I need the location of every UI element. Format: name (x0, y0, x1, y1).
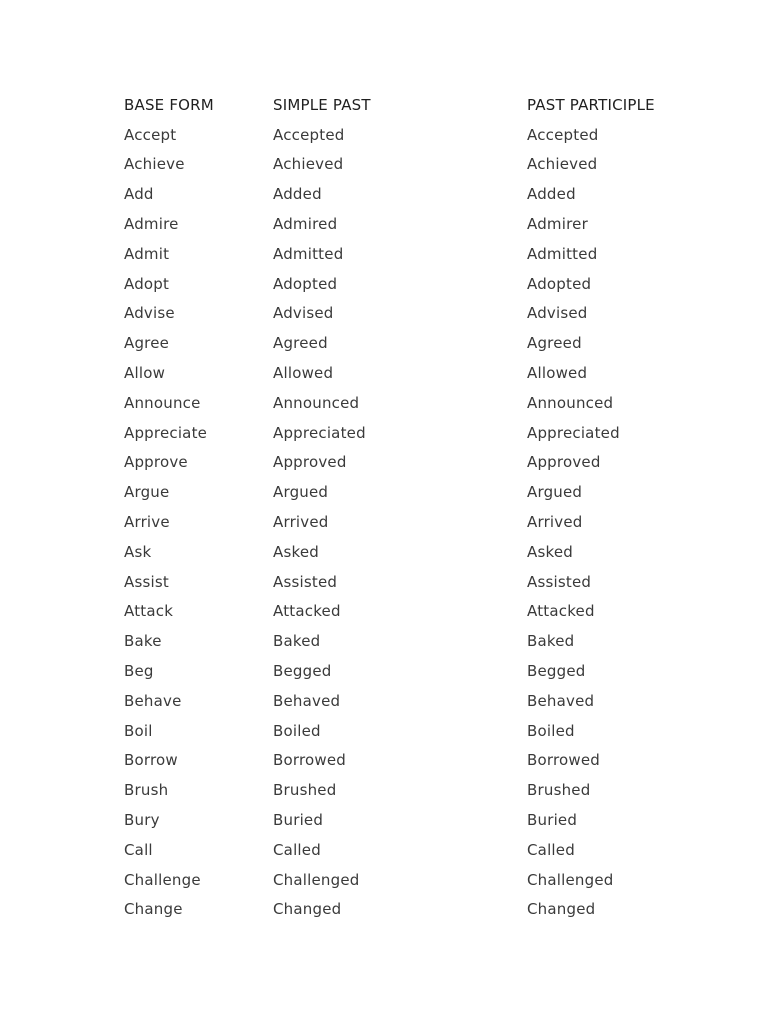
simple-past-cell: Admitted (273, 244, 344, 263)
simple-past-cell: Boiled (273, 721, 321, 740)
base-form-cell: Borrow (124, 751, 178, 770)
simple-past-cell: Challenged (273, 870, 360, 889)
table-row (124, 179, 687, 209)
simple-past-cell: Allowed (273, 364, 334, 383)
table-row (124, 239, 687, 269)
table-row (124, 567, 687, 597)
past-participle-cell: Baked (527, 632, 575, 651)
table-row (124, 448, 687, 478)
simple-past-cell: Argued (273, 483, 329, 502)
base-form-cell: Advise (124, 304, 175, 323)
past-participle-cell: Buried (527, 811, 578, 830)
base-form-cell: Beg (124, 662, 154, 681)
simple-past-cell: Attacked (273, 602, 341, 621)
base-form-cell: Bake (124, 632, 162, 651)
simple-past-cell: Added (273, 185, 322, 204)
table-row (124, 746, 687, 776)
base-form-cell: Boil (124, 721, 153, 740)
base-form-cell: Announce (124, 393, 201, 412)
past-participle-cell: Allowed (527, 364, 588, 383)
table-row (124, 775, 687, 805)
base-form-cell: Argue (124, 483, 170, 502)
table-row (124, 597, 687, 627)
table-row (124, 328, 687, 358)
simple-past-cell: Accepted (273, 125, 345, 144)
past-participle-cell: Approved (527, 453, 601, 472)
past-participle-cell: Added (527, 185, 576, 204)
past-participle-cell: Attacked (527, 602, 595, 621)
table-row (124, 358, 687, 388)
base-form-cell: Admit (124, 244, 170, 263)
table-header-row (124, 90, 687, 120)
simple-past-cell: Changed (273, 900, 342, 919)
header-base-form: BASE FORM (124, 95, 214, 114)
table-row (124, 209, 687, 239)
simple-past-cell: Approved (273, 453, 347, 472)
simple-past-cell: Appreciated (273, 423, 366, 442)
base-form-cell: Change (124, 900, 183, 919)
past-participle-cell: Assisted (527, 572, 592, 591)
base-form-cell: Accept (124, 125, 177, 144)
table-row (124, 477, 687, 507)
simple-past-cell: Asked (273, 542, 319, 561)
past-participle-cell: Adopted (527, 274, 592, 293)
simple-past-cell: Baked (273, 632, 321, 651)
past-participle-cell: Admitted (527, 244, 598, 263)
past-participle-cell: Agreed (527, 334, 582, 353)
table-row (124, 388, 687, 418)
simple-past-cell: Agreed (273, 334, 328, 353)
table-row (124, 299, 687, 329)
table-row (124, 120, 687, 150)
table-row (124, 686, 687, 716)
simple-past-cell: Buried (273, 811, 324, 830)
past-participle-cell: Behaved (527, 691, 595, 710)
past-participle-cell: Changed (527, 900, 596, 919)
header-simple-past: SIMPLE PAST (273, 95, 371, 114)
simple-past-cell: Announced (273, 393, 360, 412)
verb-forms-table (124, 90, 687, 924)
table-row (124, 805, 687, 835)
base-form-cell: Attack (124, 602, 174, 621)
base-form-cell: Challenge (124, 870, 201, 889)
past-participle-cell: Announced (527, 393, 614, 412)
simple-past-cell: Assisted (273, 572, 338, 591)
table-row (124, 269, 687, 299)
simple-past-cell: Brushed (273, 781, 337, 800)
base-form-cell: Ask (124, 542, 152, 561)
past-participle-cell: Brushed (527, 781, 591, 800)
table-row (124, 716, 687, 746)
table-row (124, 537, 687, 567)
simple-past-cell: Behaved (273, 691, 341, 710)
simple-past-cell: Borrowed (273, 751, 347, 770)
base-form-cell: Admire (124, 215, 179, 234)
base-form-cell: Allow (124, 364, 166, 383)
past-participle-cell: Borrowed (527, 751, 601, 770)
base-form-cell: Call (124, 840, 153, 859)
past-participle-cell: Accepted (527, 125, 599, 144)
past-participle-cell: Arrived (527, 513, 583, 532)
simple-past-cell: Adopted (273, 274, 338, 293)
past-participle-cell: Achieved (527, 155, 598, 174)
past-participle-cell: Called (527, 840, 575, 859)
base-form-cell: Approve (124, 453, 188, 472)
base-form-cell: Adopt (124, 274, 170, 293)
simple-past-cell: Begged (273, 662, 332, 681)
simple-past-cell: Admired (273, 215, 338, 234)
past-participle-cell: Advised (527, 304, 588, 323)
table-row (124, 865, 687, 895)
base-form-cell: Assist (124, 572, 169, 591)
base-form-cell: Brush (124, 781, 169, 800)
table-row (124, 656, 687, 686)
base-form-cell: Behave (124, 691, 182, 710)
header-past-participle: PAST PARTICIPLE (527, 95, 655, 114)
base-form-cell: Appreciate (124, 423, 208, 442)
past-participle-cell: Argued (527, 483, 583, 502)
base-form-cell: Achieve (124, 155, 185, 174)
table-row (124, 895, 687, 925)
base-form-cell: Arrive (124, 513, 170, 532)
past-participle-cell: Challenged (527, 870, 614, 889)
past-participle-cell: Boiled (527, 721, 575, 740)
simple-past-cell: Called (273, 840, 321, 859)
simple-past-cell: Arrived (273, 513, 329, 532)
past-participle-cell: Begged (527, 662, 586, 681)
table-row (124, 150, 687, 180)
simple-past-cell: Achieved (273, 155, 344, 174)
table-body (124, 120, 687, 925)
table-row (124, 835, 687, 865)
past-participle-cell: Appreciated (527, 423, 620, 442)
past-participle-cell: Asked (527, 542, 573, 561)
table-row (124, 418, 687, 448)
base-form-cell: Agree (124, 334, 170, 353)
base-form-cell: Add (124, 185, 154, 204)
base-form-cell: Bury (124, 811, 160, 830)
table-row (124, 626, 687, 656)
simple-past-cell: Advised (273, 304, 334, 323)
past-participle-cell: Admirer (527, 215, 588, 234)
table-row (124, 507, 687, 537)
